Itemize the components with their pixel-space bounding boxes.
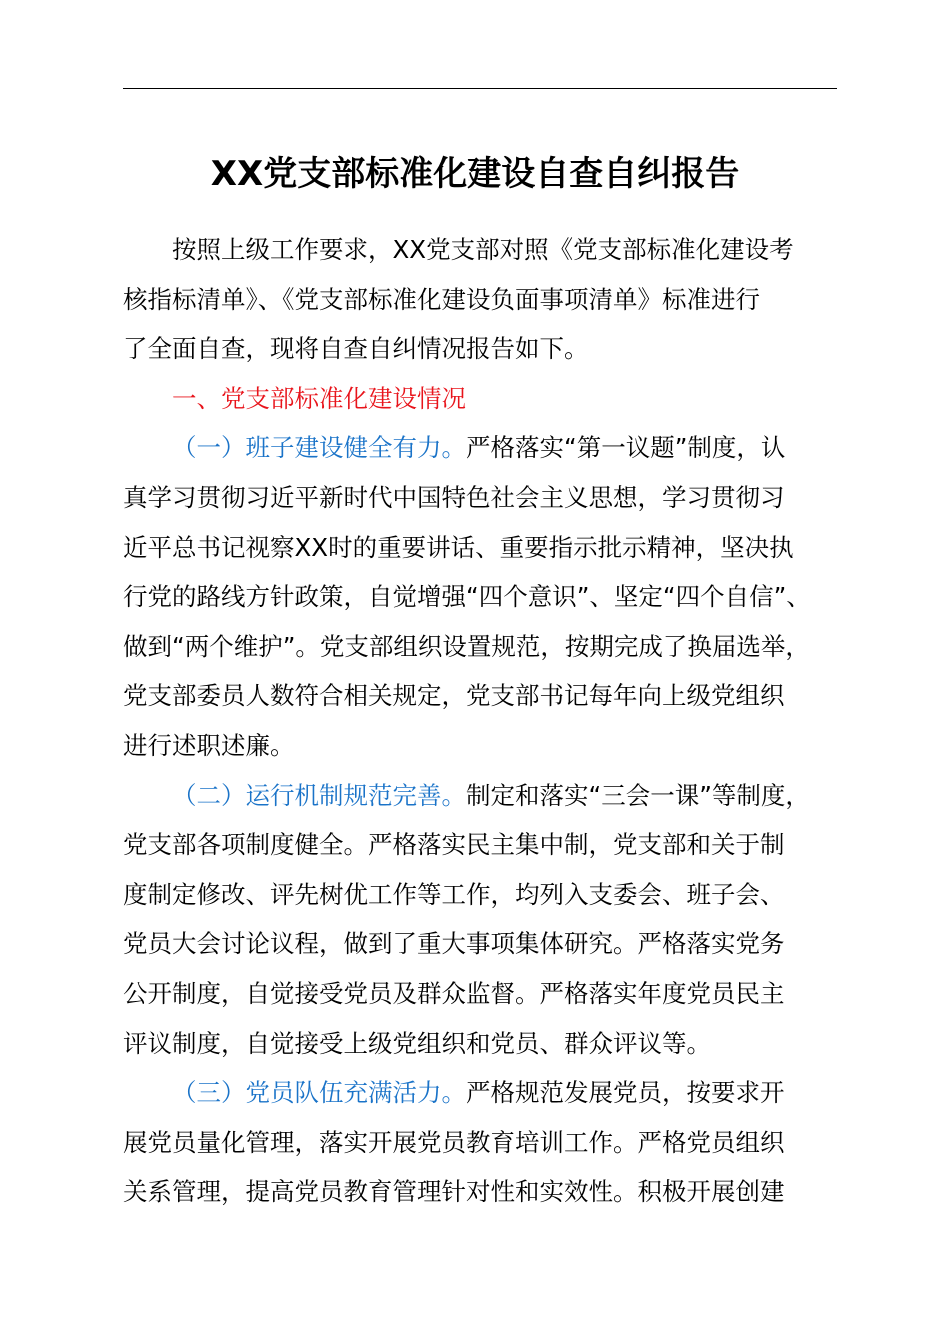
- paragraph-line: 党支部委员人数符合相关规定，党支部书记每年向上级党组织: [123, 681, 785, 711]
- paragraph-line: 公开制度，自觉接受党员及群众监督。严格落实年度党员民主: [123, 978, 785, 1008]
- document-body: [123, 225, 843, 1217]
- header-rule: [123, 88, 837, 89]
- paragraph-line: 做到“两个维护”。党支部组织设置规范，按期完成了换届选举，: [123, 631, 810, 661]
- subsection-heading: （一）班子建设健全有力。: [172, 433, 466, 463]
- paragraph-text: 严格落实“第一议题”制度，认: [466, 433, 786, 463]
- paragraph-text: 严格规范发展党员，按要求开: [466, 1078, 785, 1108]
- paragraph-line: 行党的路线方针政策，自觉增强“四个意识”、坚定“四个自信”、: [123, 582, 811, 612]
- paragraph-line: 近平总书记视察XX时的重要讲话、重要指示批示精神，坚决执: [123, 532, 794, 562]
- paragraph-line: 关系管理，提高党员教育管理针对性和实效性。积极开展创建: [123, 1177, 785, 1207]
- document-title: XX党支部标准化建设自查自纠报告: [210, 154, 740, 194]
- paragraph-line: 党支部各项制度健全。严格落实民主集中制，党支部和关于制: [123, 830, 785, 860]
- subsection-heading: （三）党员队伍充满活力。: [172, 1078, 466, 1108]
- paragraph-line: [123, 1068, 843, 1118]
- paragraph-line: 真学习贯彻习近平新时代中国特色社会主义思想，学习贯彻习: [123, 482, 785, 512]
- section-heading: 一、党支部标准化建设情况: [172, 383, 466, 413]
- paragraph-line: 度制定修改、评先树优工作等工作，均列入支委会、班子会、: [123, 879, 785, 909]
- paragraph-line: [123, 423, 843, 473]
- paragraph-line: 党员大会讨论议程，做到了重大事项集体研究。严格落实党务: [123, 929, 785, 959]
- paragraph-text: 制定和落实“三会一课”等制度，: [466, 780, 810, 810]
- paragraph-line: 了全面自查，现将自查自纠情况报告如下。: [123, 334, 589, 364]
- paragraph-line: 展党员量化管理，落实开展党员教育培训工作。严格党员组织: [123, 1127, 785, 1157]
- subsection-heading: （二）运行机制规范完善。: [172, 780, 466, 810]
- paragraph-line: 评议制度，自觉接受上级党组织和党员、群众评议等。: [123, 1028, 711, 1058]
- paragraph-line: [123, 771, 843, 821]
- paragraph-line: 按照上级工作要求，XX党支部对照《党支部标准化建设考: [172, 235, 794, 264]
- paragraph-line: 核指标清单》、《党支部标准化建设负面事项清单》标准进行: [123, 284, 760, 314]
- paragraph-line: 进行述职述廉。: [123, 730, 295, 760]
